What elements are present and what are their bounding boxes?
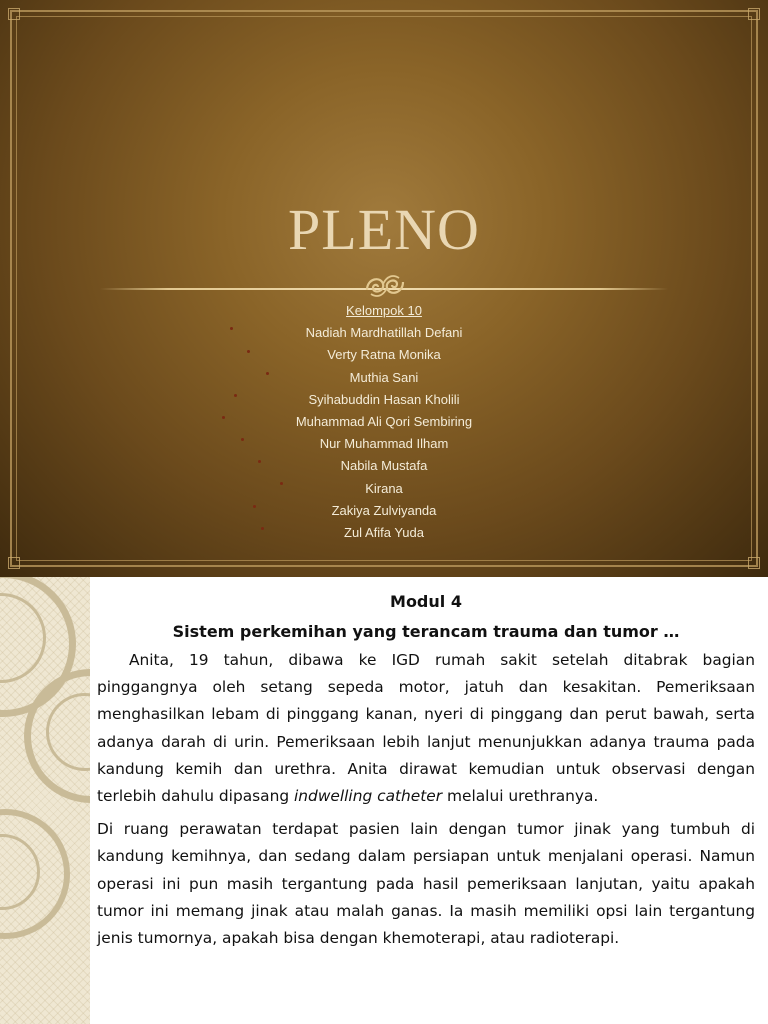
frame-corner-ornament — [748, 8, 760, 20]
frame-corner-ornament — [748, 557, 760, 569]
flourish-ornament-icon — [359, 268, 411, 304]
member-name: Nabila Mustafa — [340, 458, 428, 474]
member-name: Kirana — [365, 480, 403, 496]
italic-term: indwelling catheter — [294, 787, 443, 806]
list-bullet — [261, 527, 264, 530]
member-name: Muthia Sani — [349, 369, 419, 385]
member-name: Zakiya Zulviyanda — [331, 502, 437, 518]
member-name: Nur Muhammad Ilham — [319, 436, 449, 452]
frame-corner-ornament — [8, 557, 20, 569]
frame-corner-ornament — [8, 8, 20, 20]
group-label: Kelompok 10 — [346, 303, 422, 318]
list-bullet — [230, 327, 233, 330]
list-bullet — [253, 505, 256, 508]
member-list — [0, 300, 768, 544]
member-name: Zul Afifa Yuda — [344, 524, 424, 540]
content-slide — [0, 577, 768, 1024]
list-bullet — [280, 482, 283, 485]
member-name: Verty Ratna Monika — [327, 347, 441, 363]
list-bullet — [234, 394, 237, 397]
list-bullet — [258, 460, 261, 463]
scenario-paragraph-2: Di ruang perawatan terdapat pasien lain dengan tumor jinak yang tumbuh di kandung kemihnya, dan sedang dalam persiapan untuk menjalani operasi. Namun operasi ini pun masih tergantung pada hasil pemeriksaan lanjutan, yaitu apakah tumor ini memang jinak atau malah ganas. Ia masih memiliki opsi lain tergantung jenis tumornya, apakah bisa dengan khemoterapi, atau radioterapi. — [97, 820, 755, 948]
list-bullet — [241, 438, 244, 441]
paragraph-text: melalui urethranya. — [442, 787, 599, 806]
list-bullet — [266, 372, 269, 375]
module-subtitle: Sistem perkemihan yang terancam trauma dan tumor … — [172, 622, 680, 641]
member-name: Nadiah Mardhatillah Defani — [305, 325, 463, 341]
paragraph-text: Anita, 19 tahun, dibawa ke IGD rumah sakit setelah ditabrak bagian pinggangnya oleh setang sepeda motor, jatuh dan kesakitan. Pemeriksaan menghasilkan lebam di pinggang kanan, nyeri di pinggang dan perut bawah, serta adanya darah di urin. Pemeriksaan lebih lanjut menunjukkan adanya trauma pada kandung kemih dan urethra. Anita dirawat kemudian untuk observasi dengan terlebih dahulu dipasang — [97, 651, 755, 806]
module-title: Modul 4 — [390, 592, 462, 611]
list-bullet — [222, 416, 225, 419]
decorative-side-panel — [0, 577, 90, 1024]
list-bullet — [247, 350, 250, 353]
slide-title: PLENO — [288, 197, 480, 262]
module-document — [97, 587, 755, 952]
member-name: Muhammad Ali Qori Sembiring — [295, 413, 473, 429]
member-name: Syihabuddin Hasan Kholili — [308, 391, 460, 407]
scenario-paragraph-1 — [97, 647, 755, 810]
